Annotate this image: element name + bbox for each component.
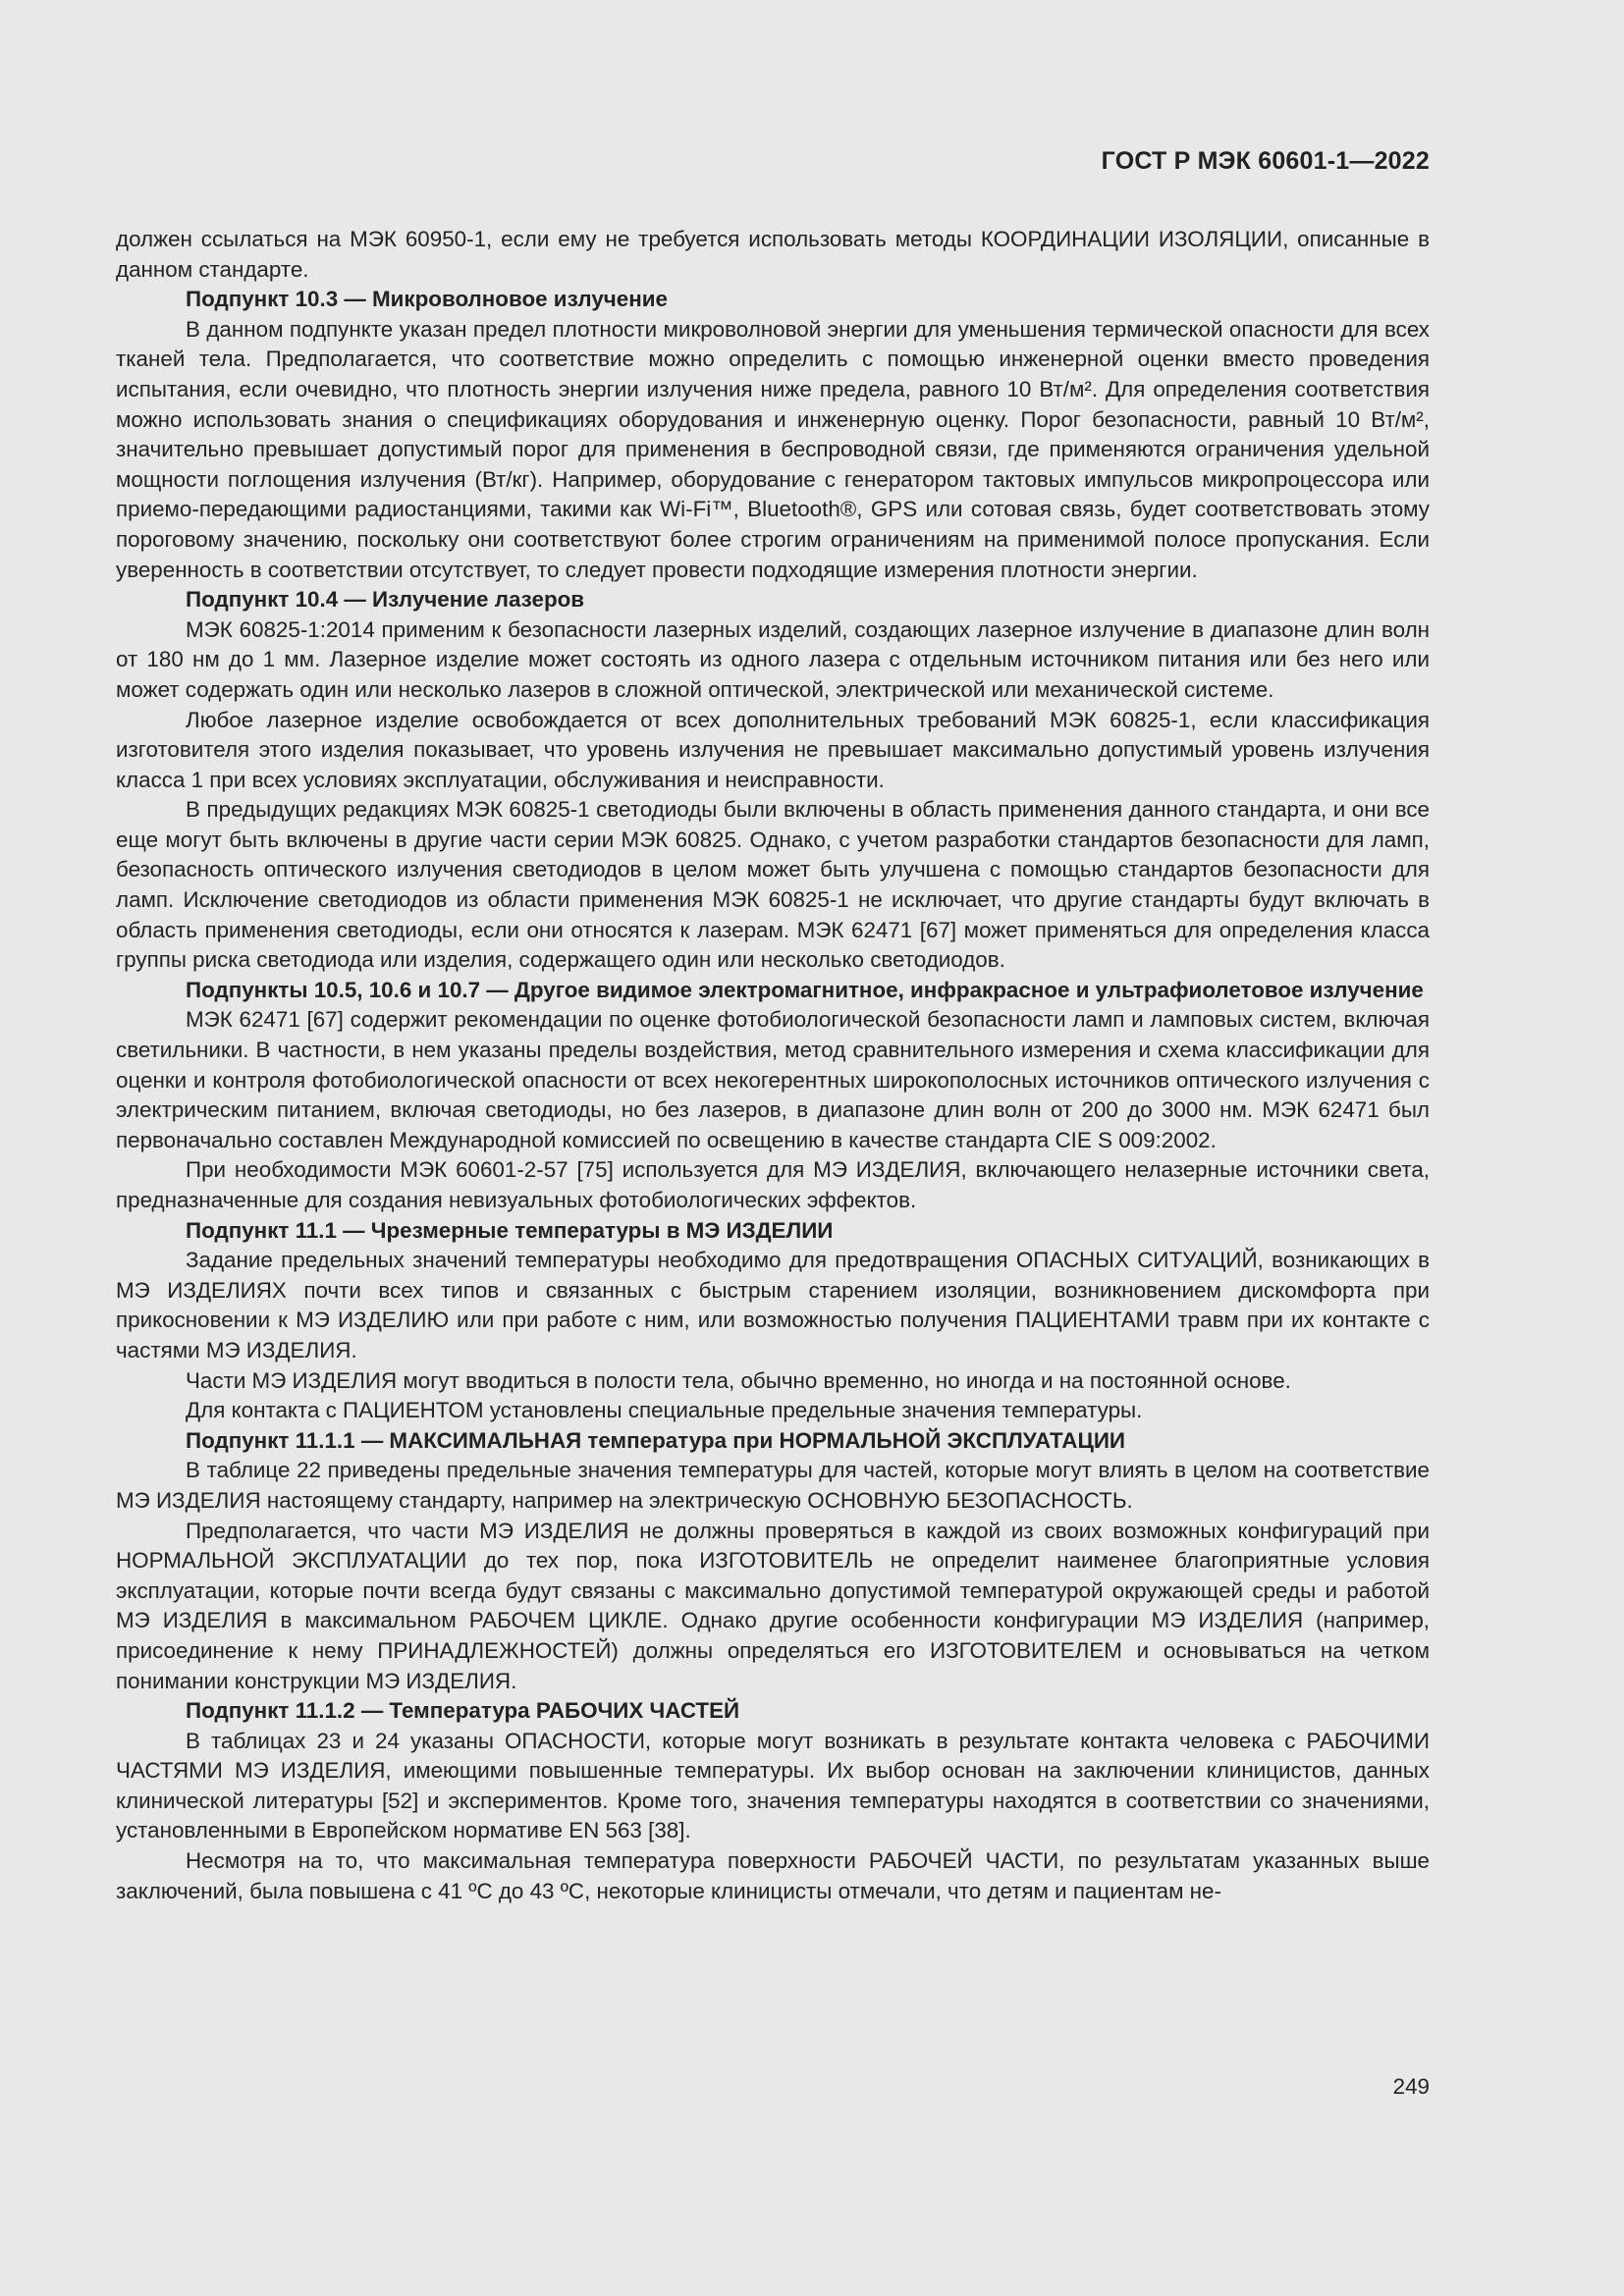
paragraph: Предполагается, что части МЭ ИЗДЕЛИЯ не должны проверяться в каждой из своих возможных конфигураций при НОРМАЛЬНОЙ ЭКСПЛУАТАЦИИ до тех пор, пока ИЗГОТОВИТЕЛЬ не определит наименее благоприятные условия эксплуатации, которые почти всегда будут связаны с максимально допустимой температурой окружающей среды и работой МЭ ИЗДЕЛИЯ в максимальном РАБОЧЕМ ЦИКЛЕ. Однако другие особенности конфигурации МЭ ИЗДЕЛИЯ (например, присоединение к нему ПРИНАДЛЕЖНОСТЕЙ) должны определяться его ИЗГОТОВИТЕЛЕМ и основываться на четком понимании конструкции МЭ ИЗДЕЛИЯ.	[116, 1518, 1430, 1693]
paragraph: В данном подпункте указан предел плотности микроволновой энергии для уменьшения термической опасности для всех тканей тела. Предполагается, что соответствие можно определить с помощью инженерной оценки вместо проведения испытания, если очевидно, что плотность энергии излучения ниже предела, равного 10 Вт/м². Для определения соответствия можно использовать знания о спецификациях оборудования и инженерную оценку. Порог безопасности, равный 10 Вт/м², значительно превышает допустимый порог для применения в беспроводной связи, где применяются ограничения удельной мощности поглощения излучения (Вт/кг). Например, оборудование с генератором тактовых импульсов микропроцессора или приемо-передающими радиостанциями, такими как Wi-Fi™, Bluetooth®, GPS или сотовая связь, будет соответствовать этому пороговому значению, поскольку они соответствуют более строгим ограничениям на применимой полосе пропускания. Если уверенность в соответствии отсутствует, то следует провести подходящие измерения плотности энергии.	[116, 316, 1430, 582]
paragraph: В таблицах 23 и 24 указаны ОПАСНОСТИ, которые могут возникать в результате контакта человека с РАБОЧИМИ ЧАСТЯМИ МЭ ИЗДЕЛИЯ, имеющими повышенные температуры. Их выбор основан на заключении клиницистов, данных клинической литературы [52] и экспериментов. Кроме того, значения температуры находятся в соответствии со значениями, установленными в Европейском нормативе EN 563 [38].	[116, 1728, 1430, 1843]
paragraph: Части МЭ ИЗДЕЛИЯ могут вводиться в полости тела, обычно временно, но иногда и на постоянной основе.	[186, 1367, 1291, 1393]
paragraph: В предыдущих редакциях МЭК 60825-1 светодиоды были включены в область применения данного стандарта, и они все еще могут быть включены в другие части серии МЭК 60825. Однако, с учетом разработки стандартов безопасности для ламп, безопасность оптического излучения светодиодов в целом может быть улучшена с помощью стандартов безопасности для ламп. Исключение светодиодов из области применения МЭК 60825-1 не исключает, что другие стандарты будут включать в область применения светодиоды, если они относятся к лазерам. МЭК 62471 [67] может применяться для определения класса группы риска светодиода или изделия, содержащего один или несколько светодиодов.	[116, 797, 1430, 973]
body-text	[116, 225, 1430, 1906]
paragraph: должен ссылаться на МЭК 60950-1, если ему не требуется использовать методы КООРДИНАЦИИ ИЗОЛЯЦИИ, описанные в данном стандарте.	[116, 227, 1430, 282]
paragraph: МЭК 60825-1:2014 применим к безопасности лазерных изделий, создающих лазерное излучение в диапазоне длин волн от 180 нм до 1 мм. Лазерное изделие может состоять из одного лазера с отдельным источником питания или без него или может содержать один или несколько лазеров в сложной оптической, электрической или механической системе.	[116, 616, 1430, 702]
paragraph: Для контакта с ПАЦИЕНТОМ установлены специальные предельные значения температуры.	[186, 1398, 1143, 1423]
paragraph: В таблице 22 приведены предельные значения температуры для частей, которые могут влиять в целом на соответствие МЭ ИЗДЕЛИЯ настоящему стандарту, например на электрическую ОСНОВНУЮ БЕЗОПАСНОСТЬ.	[116, 1458, 1430, 1513]
section-heading: Подпункт 11.1.1 — МАКСИМАЛЬНАЯ температура при НОРМАЛЬНОЙ ЭКСПЛУАТАЦИИ	[186, 1427, 1126, 1453]
section-heading: Подпункт 11.1 — Чрезмерные температуры в МЭ ИЗДЕЛИИ	[186, 1217, 834, 1243]
paragraph: При необходимости МЭК 60601-2-57 [75] используется для МЭ ИЗДЕЛИЯ, включающего нелазерные источники света, предназначенные для создания невизуальных фотобиологических эффектов.	[116, 1157, 1430, 1212]
section-heading: Подпункт 10.4 — Излучение лазеров	[186, 587, 585, 613]
page-number: 249	[1392, 2074, 1430, 2099]
standard-header: ГОСТ Р МЭК 60601-1—2022	[1101, 147, 1430, 175]
section-heading: Подпункты 10.5, 10.6 и 10.7 — Другое видимое электромагнитное, инфракрасное и ультрафиолетовое излучение	[186, 977, 1424, 1002]
paragraph: Любое лазерное изделие освобождается от всех дополнительных требований МЭК 60825-1, если классификация изготовителя этого изделия показывает, что уровень излучения не превышает максимально допустимый уровень излучения класса 1 при всех условиях эксплуатации, обслуживания и неисправности.	[116, 707, 1430, 792]
section-heading: Подпункт 10.3 — Микроволновое излучение	[186, 287, 668, 312]
section-heading: Подпункт 11.1.2 — Температура РАБОЧИХ ЧАСТЕЙ	[186, 1698, 740, 1724]
paragraph: Задание предельных значений температуры необходимо для предотвращения ОПАСНЫХ СИТУАЦИЙ, возникающих в МЭ ИЗДЕЛИЯХ почти всех типов и связанных с быстрым старением изоляции, возникновением дискомфорта при прикосновении к МЭ ИЗДЕЛИЮ или при работе с ним, или возможностью получения ПАЦИЕНТАМИ травм при их контакте с частями МЭ ИЗДЕЛИЯ.	[116, 1248, 1430, 1362]
paragraph: Несмотря на то, что максимальная температура поверхности РАБОЧЕЙ ЧАСТИ, по результатам указанных выше заключений, была повышена с 41 ºС до 43 ºС, некоторые клиницисты отмечали, что детям и пациентам не-	[116, 1848, 1430, 1903]
paragraph: МЭК 62471 [67] содержит рекомендации по оценке фотобиологической безопасности ламп и ламповых систем, включая светильники. В частности, в нем указаны пределы воздействия, метод сравнительного измерения и схема классификации для оценки и контроля фотобиологической опасности от всех некогерентных широкополосных источников оптического излучения с электрическим питанием, включая светодиоды, но без лазеров, в диапазоне длин волн от 200 до 3000 нм. МЭК 62471 был первоначально составлен Международной комиссией по освещению в качестве стандарта CIE S 009:2002.	[116, 1007, 1430, 1152]
